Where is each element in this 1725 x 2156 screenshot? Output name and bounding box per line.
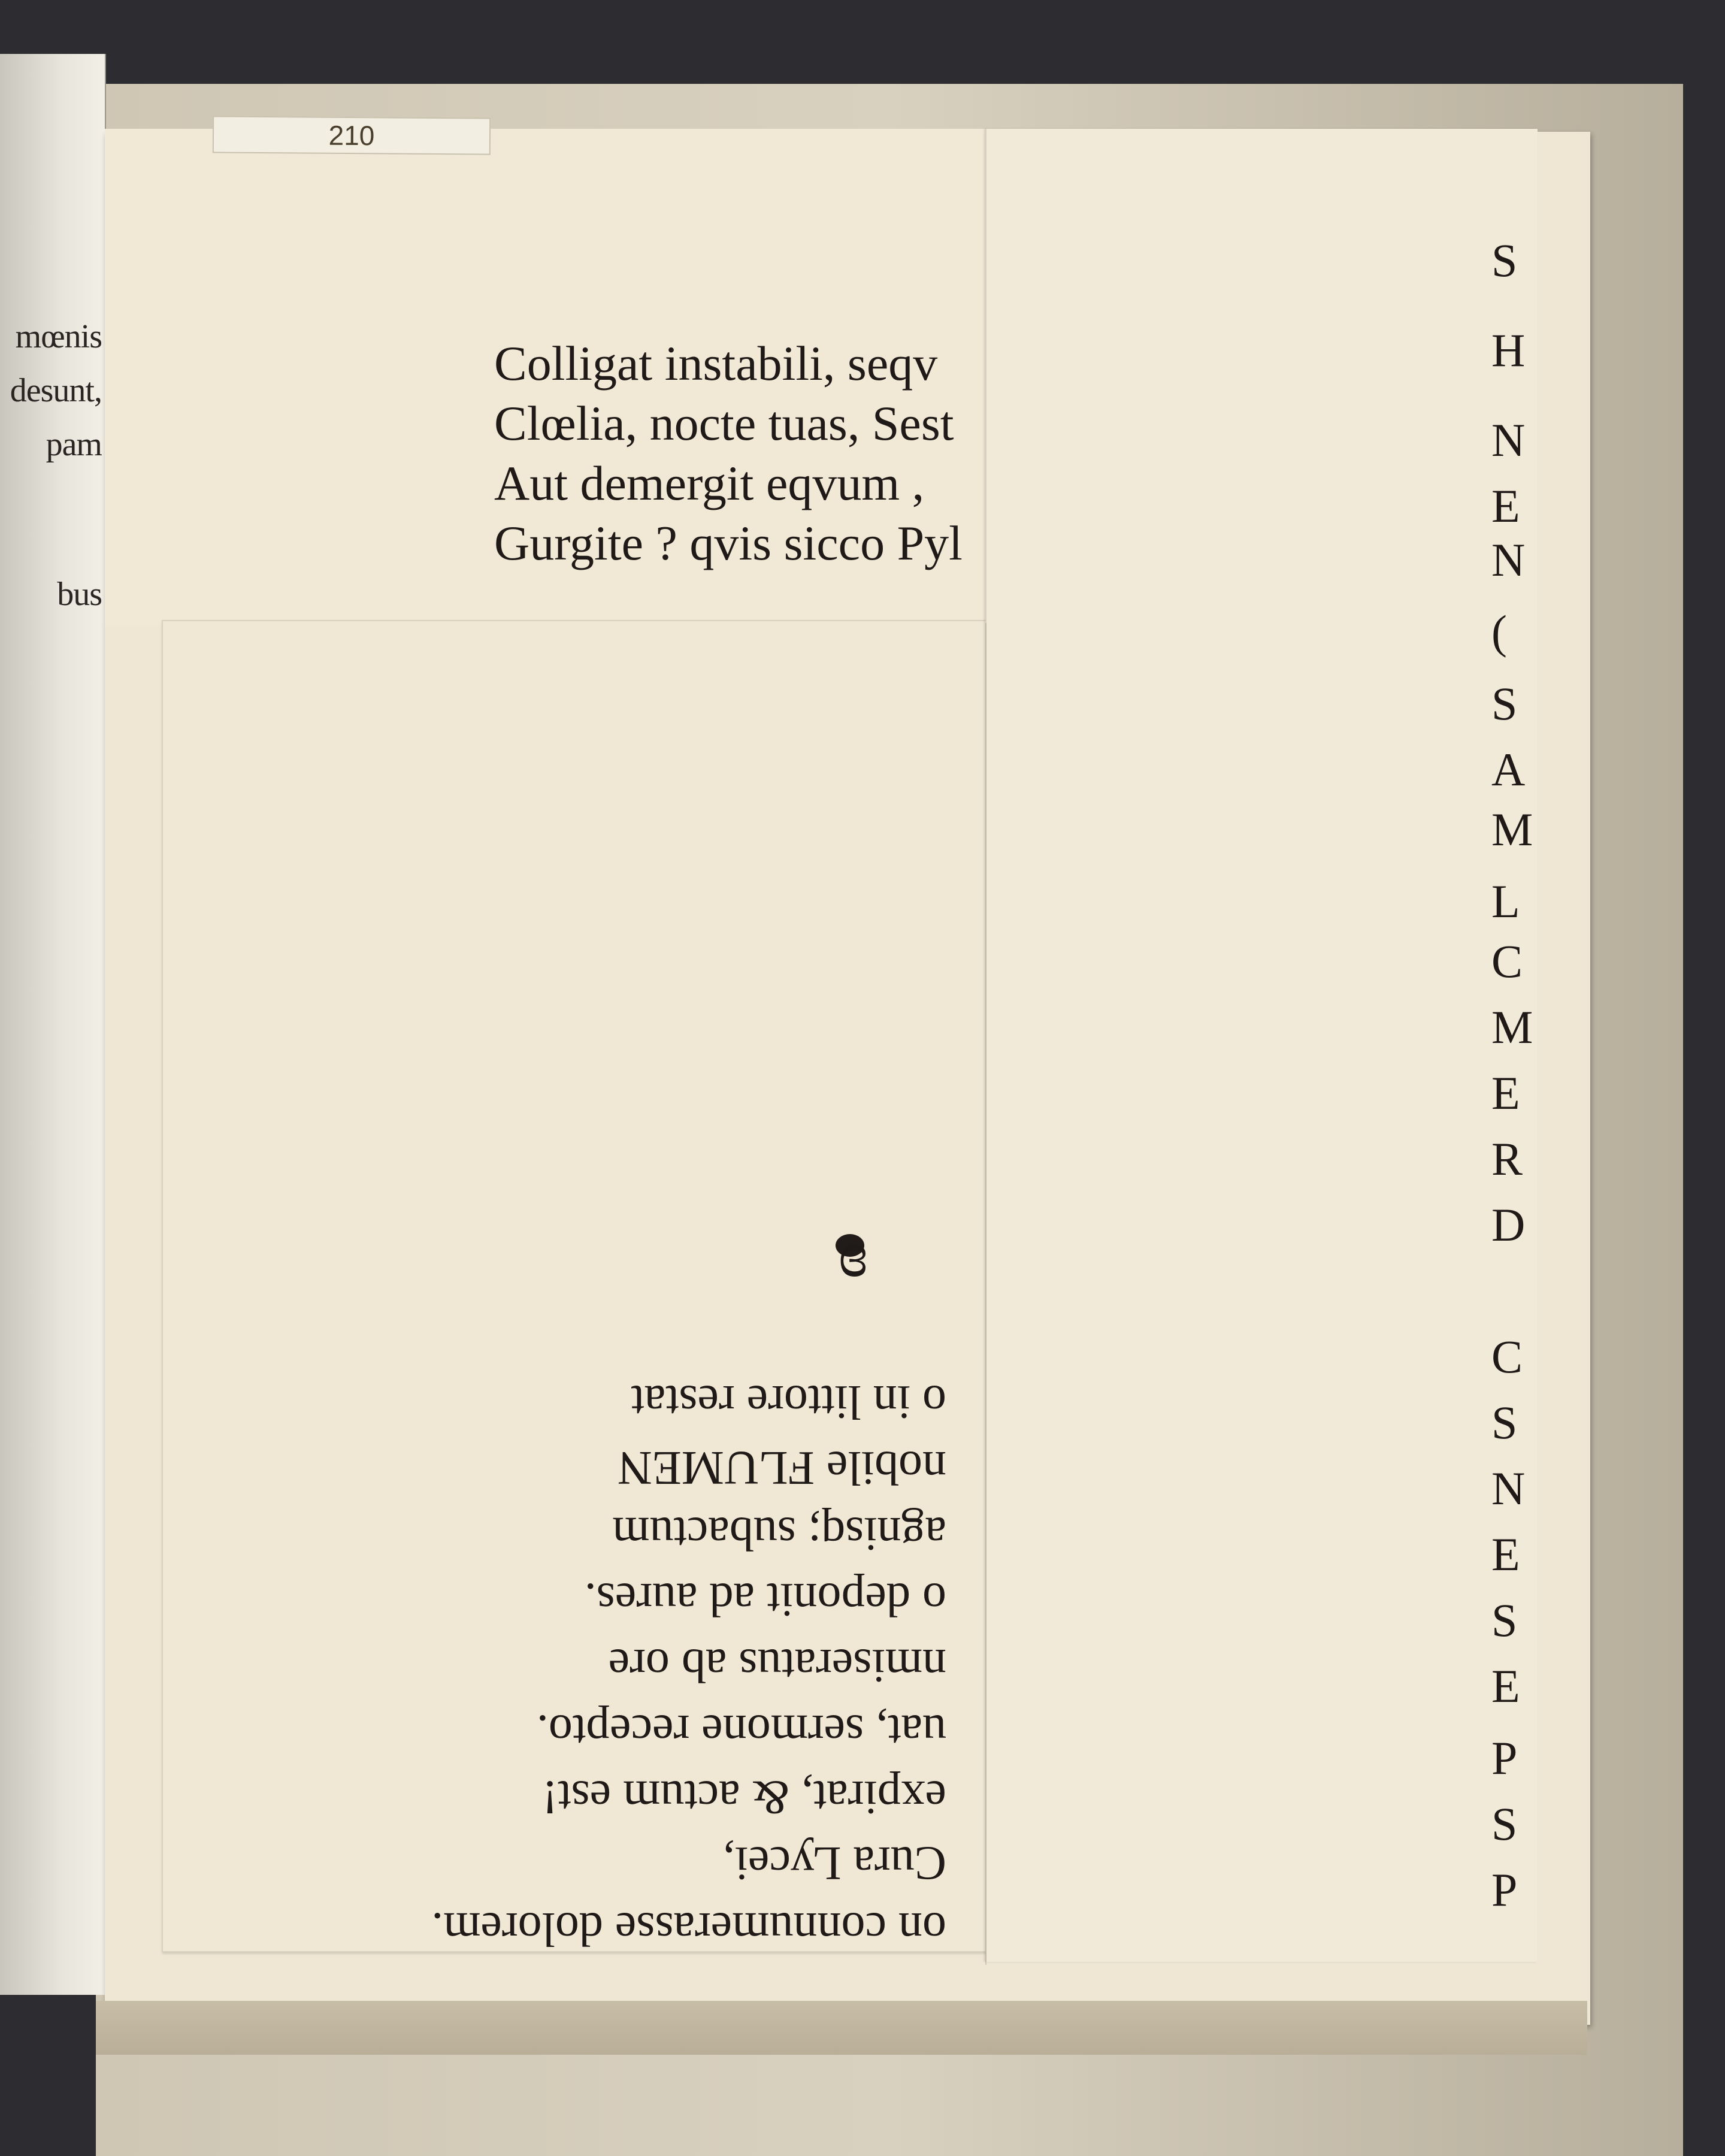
margin-letter: E (1491, 1660, 1520, 1712)
left-fragment-4: bus (57, 576, 102, 613)
inverted-line-3: agnisq; subactum (612, 1507, 946, 1560)
text-line-3: Aut demergit eqvum , (494, 456, 925, 510)
inverted-text-block (395, 1297, 946, 1956)
margin-letter: S (1491, 1594, 1518, 1646)
left-fragment-1: mœnis (15, 318, 102, 355)
margin-letter: C (1491, 935, 1523, 987)
margin-letter: S (1491, 1396, 1518, 1449)
inverted-line-2: nobile FLUMEN (618, 1441, 946, 1494)
page-edge-shadow (96, 2001, 1587, 2055)
inverted-line-7: expirat, & actum est! (541, 1771, 946, 1824)
margin-letter: L (1491, 875, 1520, 927)
fleuron-glyph: ɞ (839, 1217, 868, 1290)
inverted-line-1: o in littore restat (631, 1375, 946, 1428)
margin-letter: A (1491, 743, 1526, 796)
inverted-line-8: Cura Lycei, (722, 1837, 946, 1889)
margin-letter: N (1491, 414, 1526, 466)
inverted-line-9: on connumerasse dolorem. (431, 1903, 946, 1955)
margin-letter: N (1491, 534, 1526, 586)
margin-letter: P (1491, 1732, 1518, 1784)
margin-letter: E (1491, 480, 1520, 532)
inverted-line-5: nmiseratus ab ore (608, 1639, 946, 1692)
inverted-line-4: o deponit ad aures. (584, 1573, 946, 1626)
left-page (0, 54, 106, 1995)
text-line-4: Gurgite ? qvis sicco Pyl (494, 516, 963, 570)
shelf-label-tag: 210 (213, 116, 491, 155)
margin-letter: S (1491, 234, 1518, 286)
margin-letter: C (1491, 1331, 1523, 1383)
text-line-2: Clœlia, nocte tuas, Sest (494, 396, 954, 450)
margin-letter: S (1491, 678, 1518, 730)
left-fragment-2: desunt, (10, 372, 102, 409)
margin-letter: M (1491, 803, 1533, 855)
inverted-line-6: uat, sermone recepto. (536, 1705, 946, 1758)
margin-letter: P (1491, 1864, 1518, 1916)
margin-letter: E (1491, 1528, 1520, 1580)
margin-letter: D (1491, 1199, 1526, 1251)
margin-letter: S (1491, 1798, 1518, 1850)
left-fragment-3: pam (46, 426, 102, 463)
fold-crease (985, 623, 986, 1965)
margin-letter: R (1491, 1133, 1523, 1185)
margin-letter: N (1491, 1462, 1526, 1514)
margin-letter: H (1491, 324, 1526, 376)
text-line-1: Colligat instabili, seqv (494, 336, 938, 391)
folded-flap-right (985, 129, 1538, 1962)
margin-letter: ( (1491, 606, 1507, 658)
margin-letter: E (1491, 1067, 1520, 1119)
margin-letter: M (1491, 1001, 1533, 1053)
